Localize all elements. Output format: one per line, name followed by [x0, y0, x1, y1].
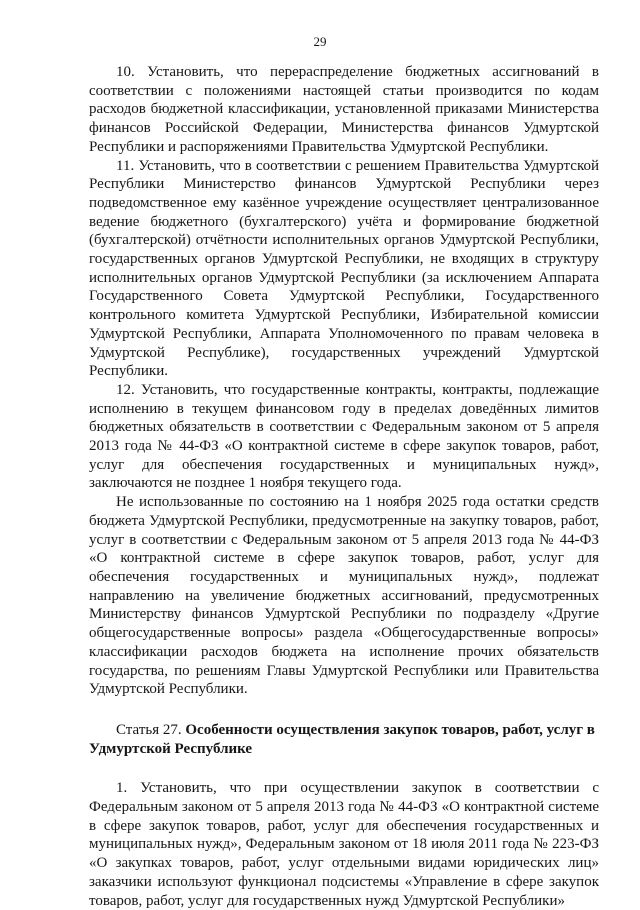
- spacer: [89, 699, 599, 721]
- paragraph-10: 10. Установить, что перераспределение бюджетных ассигнований в соответствии с положениями настоящей статьи производится по кодам расходов бюджетной классификации, установленной приказами Министерства финансов Российской Федерации, Министерства финансов Удмуртской Республики и распоряжениями Правительства Удмуртской Республики.: [89, 64, 599, 155]
- article-heading: Особенности осуществления закупок товаров, работ, услуг в Удмуртской Республике: [89, 721, 595, 757]
- document-body: [89, 63, 599, 910]
- paragraph-unused-balances: Не использованные по состоянию на 1 ноября 2025 года остатки средств бюджета Удмуртской Республики, предусмотренные на закупку товаров, работ, услуг в соответствии с Федеральным законом от 5 апреля 2013 года № 44-ФЗ «О контрактной системе в сфере закупок товаров, работ, услуг для обеспечения государственных и муниципальных нужд», подлежат направлению на увеличение бюджетных ассигнований, предусмотренных Министерству финансов Удмуртской Республики по подразделу «Другие общегосударственные вопросы» раздела «Общегосударственные вопросы» классификации расходов бюджета на исполнение прочих обязательств государства, по решениям Главы Удмуртской Республики или Правительства Удмуртской Республики.: [89, 494, 599, 698]
- paragraph-27-1: 1. Установить, что при осуществлении закупок в соответствии с Федеральным законом от 5 апреля 2013 года № 44-ФЗ «О контрактной системе в сфере закупок товаров, работ, услуг для обеспечения государственных и муниципальных нужд», Федеральным законом от 18 июля 2011 года № 223-ФЗ «О закупках товаров, работ, услуг отдельными видами юридических лиц» заказчики используют функционал подсистемы «Управление в сфере закупок товаров, работ, услуг для государственных нужд Удмуртской Республики»: [89, 780, 599, 909]
- page-number: 29: [313, 34, 327, 49]
- article-title: [89, 721, 599, 758]
- paragraph-11: 11. Установить, что в соответствии с решением Правительства Удмуртской Республики Министерство финансов Удмуртской Республики через подведомственное ему казённое учреждение осуществляет централизованное ведение бюджетного (бухгалтерского) учёта и формирование бюджетной (бухгалтерской) отчётности исполнительных органов Удмуртской Республики, государственных органов Удмуртской Республики, не входящих в структуру исполнительных органов Удмуртской Республики (за исключением Аппарата Государственного Совета Удмуртской Республики, Государственного контрольного комитета Удмуртской Республики, Избирательной комиссии Удмуртской Республики, Аппарата Уполномоченного по правам человека в Удмуртской Республике), государственных учреждений Удмуртской Республики.: [89, 157, 599, 380]
- article-number: Статья 27.: [116, 721, 182, 738]
- paragraph-12: 12. Установить, что государственные контракты, контракты, подлежащие исполнению в текущем финансовом году в пределах доведённых лимитов бюджетных обязательств в соответствии с Федеральным законом от 5 апреля 2013 года № 44-ФЗ «О контрактной системе в сфере закупок товаров, работ, услуг для обеспечения государственных и муниципальных нужд», заключаются не позднее 1 ноября текущего года.: [89, 381, 599, 492]
- spacer: [89, 758, 599, 779]
